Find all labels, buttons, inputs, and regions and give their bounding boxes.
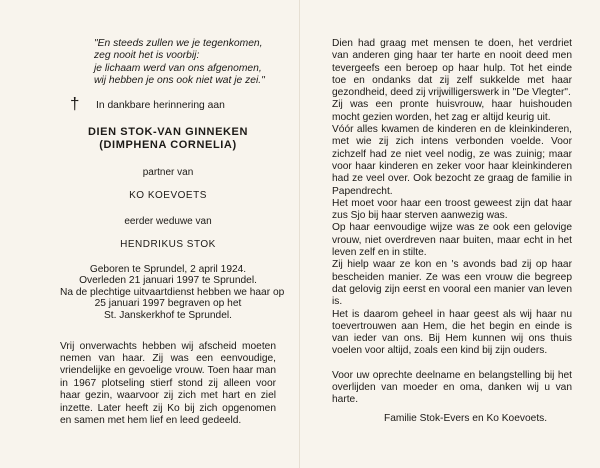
body-paragraph: Het moet voor haar een troost geweest zijn dat haar zus Sjo bij haar sterven aanwezig was. xyxy=(332,197,572,222)
body-paragraph: Vóór alles kwamen de kinderen en de kleinkinderen, met wie zij zich intens verbonden voelde. Voor zichzelf had ze niet veel nodig, ze was zuinig; maar voor haar kinderen en zeker voor haar kleinkinderen had ze veel over. Ook bezocht ze graag de familie in Papendrecht. xyxy=(332,124,572,197)
body-paragraph: Dien had graag met mensen te doen, het verdriet van anderen ging haar ter harte en nooit deed men tevergeefs een beroep op haar hulp. Tot het einde toe en ondanks dat zij zelf sukkelde met haar gezondheid, deed zij vrijwilligerswerk in "De Vlegter". xyxy=(332,38,572,99)
dedication-text: In dankbare herinnering aan xyxy=(96,99,225,111)
deceased-full-name: (DIMPHENA CORNELIA) xyxy=(99,138,237,151)
poem xyxy=(94,38,276,88)
family-signature: Familie Stok-Evers en Ko Koevoets. xyxy=(384,412,548,424)
partner-label: partner van xyxy=(142,166,194,178)
poem-line: "En steeds zullen we je tegenkomen, xyxy=(94,38,263,49)
intro-paragraph: Vrij onverwachts hebben wij afscheid moeten nemen van haar. Zij was een eenvoudige, vriendelijke en gevoelige vrouw. Toen haar man in 1967 plotseling stierf stond zij alleen voor haar gezin, waarvoor zij zich met hart en ziel inzette. Later heeft zij Ko bij zich opgenomen en samen met hem lief en leed gedeeld. xyxy=(60,340,276,427)
left-page xyxy=(60,38,285,427)
body-paragraph: Op haar eenvoudige wijze was ze ook een gelovige vrouw, niet overdreven naar buiten, maar echt in het leven zelf en in stilte. xyxy=(332,222,572,259)
card-fold-line xyxy=(299,0,300,468)
deceased-name: DIEN STOK-VAN GINNEKEN xyxy=(87,125,249,138)
date-line: Overleden 21 januari 1997 te Sprundel. xyxy=(79,275,257,287)
body-paragraph: Zij hielp waar ze kon en 's avonds bad zij op haar bescheiden manier. Ze was een vrouw die begreep dat gelovig zijn eerst en vooral een manier van leven is. xyxy=(332,259,572,308)
widow-name: HENDRIKUS STOK xyxy=(120,238,216,250)
date-line: Na de plechtige uitvaartdienst hebben we haar op xyxy=(60,286,285,298)
partner-name: KO KOEVOETS xyxy=(129,189,207,201)
date-line: St. Janskerkhof te Sprundel. xyxy=(104,310,232,321)
body-paragraph: Zij was een pronte huisvrouw, haar huishouden mocht gezien worden, het zag er altijd keurig uit. xyxy=(332,99,572,123)
date-line: Geboren te Sprundel, 2 april 1924. xyxy=(89,263,247,275)
poem-line: je lichaam werd van ons afgenomen, xyxy=(94,62,262,74)
date-line: 25 januari 1997 begraven op het xyxy=(94,298,242,310)
right-page xyxy=(332,38,572,424)
body-paragraph: Het is daarom geheel in haar geest als wij haar nu toevertrouwen aan Hem, die het begin en einde is van ieder van ons. Bij Hem kunnen wij ons thuis voelen voor altijd, zoals een kind bij zijn ouders. xyxy=(332,308,572,357)
poem-line: zeg nooit het is voorbij: xyxy=(94,50,200,62)
thanks-paragraph: Voor uw oprechte deelname en belangstelling bij het overlijden van moeder en oma, danken wij u van harte. xyxy=(332,369,572,406)
widow-label: eerder weduwe van xyxy=(124,215,212,227)
dedication-row xyxy=(60,93,276,114)
life-dates xyxy=(60,263,285,322)
poem-line: wij hebben je ons ook niet wat je zei." xyxy=(94,75,265,87)
cross-icon: † xyxy=(70,93,80,113)
